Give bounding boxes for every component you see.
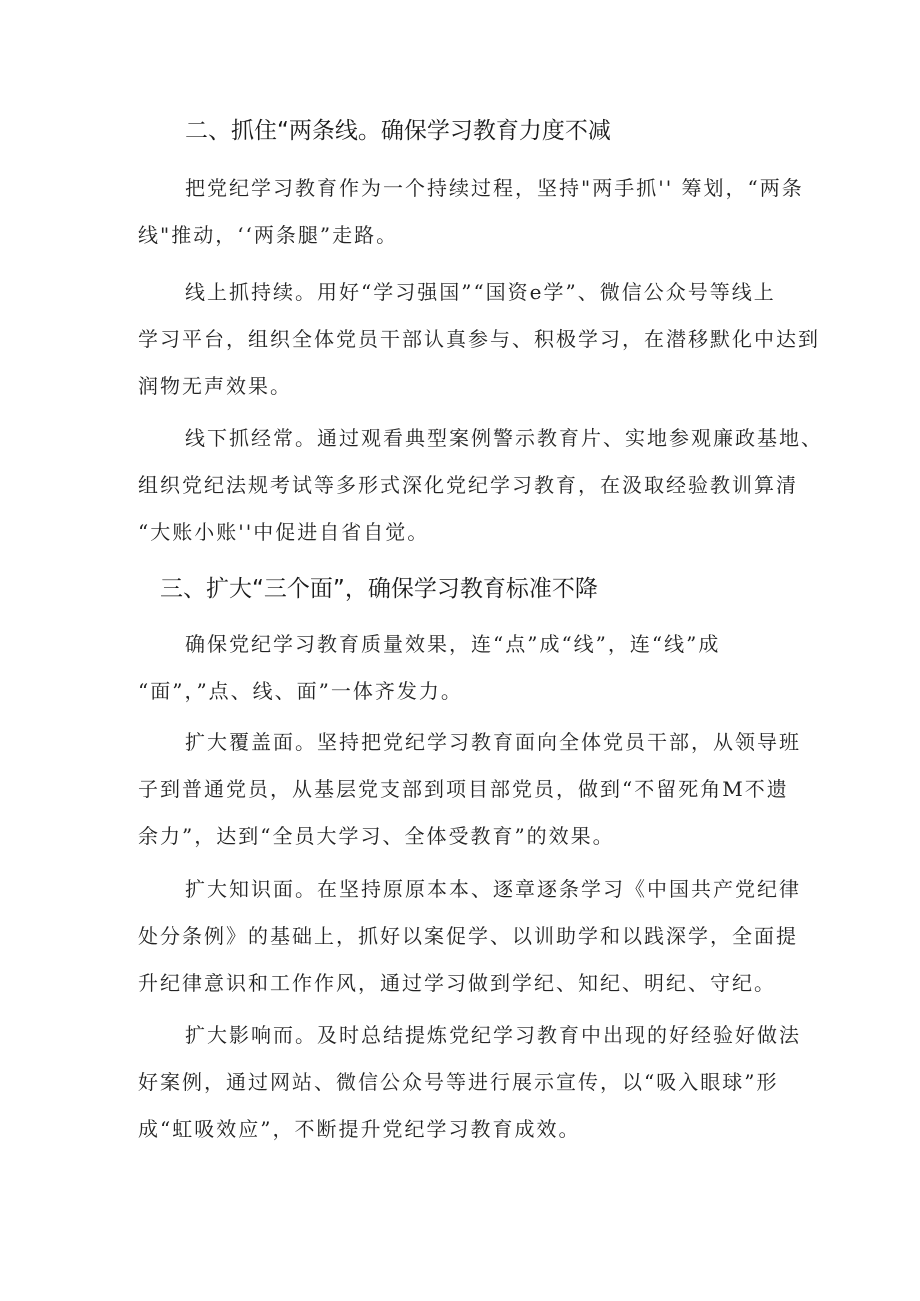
section-3-intro-paragraph: [138, 621, 818, 715]
paragraph-line: 线上抓持续。用好“学习强国”“国资e学”、微信公众号等线上: [185, 280, 776, 304]
paragraph-line: 成“虹吸效应”，不断提升党纪学习教育成效。: [138, 1117, 581, 1141]
knowledge-paragraph: [138, 866, 818, 1007]
paragraph-line: 扩大影响而。及时总结提炼党纪学习教育中出现的好经验好做法: [185, 1023, 801, 1047]
paragraph-line: 线下抓经常。通过观看典型案例警示教育片、实地参观廉政基地、: [185, 426, 823, 450]
paragraph-line: 好案例，通过网站、微信公众号等进行展示宣传，以“吸入眼球”形: [138, 1070, 779, 1094]
influence-paragraph: [138, 1012, 818, 1153]
section-2-heading: 二、抓住“两条线。确保学习教育力度不减: [185, 118, 611, 144]
section-3-heading: 三、扩大“三个面”，确保学习教育标准不降: [160, 576, 598, 602]
paragraph-line: 扩大知识面。在坚持原原本本、逐章逐条学习《中国共产党纪律: [185, 877, 801, 901]
section-2-intro-paragraph: [138, 165, 818, 259]
paragraph-line: 把党纪学习教育作为一个持续过程，坚持"两手抓'' 筹划，“两条: [185, 176, 804, 200]
paragraph-line: 组织党纪法规考试等多形式深化党纪学习教育，在汲取经验教训算清: [138, 473, 798, 497]
coverage-paragraph: [138, 719, 818, 860]
paragraph-line: 线"推动，‘‘两条腿”走路。: [138, 223, 399, 247]
paragraph-line: 升纪律意识和工作作风，通过学习做到学纪、知纪、明纪、守纪。: [138, 971, 776, 995]
online-paragraph: [138, 269, 818, 410]
paragraph-line: 余力”，达到“全员大学习、全体受教育”的效果。: [138, 824, 615, 848]
paragraph-line: 润物无声效果。: [138, 374, 292, 398]
paragraph-line: “面”，”点、线、面”一体齐发力。: [138, 679, 463, 703]
paragraph-line: 学习平台，组织全体党员干部认真参与、积极学习，在潜移默化中达到: [138, 327, 820, 351]
paragraph-line: 处分条例》的基础上，抓好以案促学、以训助学和以践深学，全面提: [138, 924, 798, 948]
offline-paragraph: [138, 415, 823, 556]
paragraph-line: “大账小账''中促进自省自觉。: [138, 520, 430, 544]
paragraph-line: 确保党纪学习教育质量效果，连“点”成“线”，连“线”成: [185, 632, 721, 656]
paragraph-line: 扩大覆盖面。坚持把党纪学习教育面向全体党员干部，从领导班: [185, 730, 801, 754]
paragraph-line: 子到普通党员，从基层党支部到项目部党员，做到“不留死角M不遗: [138, 777, 789, 801]
